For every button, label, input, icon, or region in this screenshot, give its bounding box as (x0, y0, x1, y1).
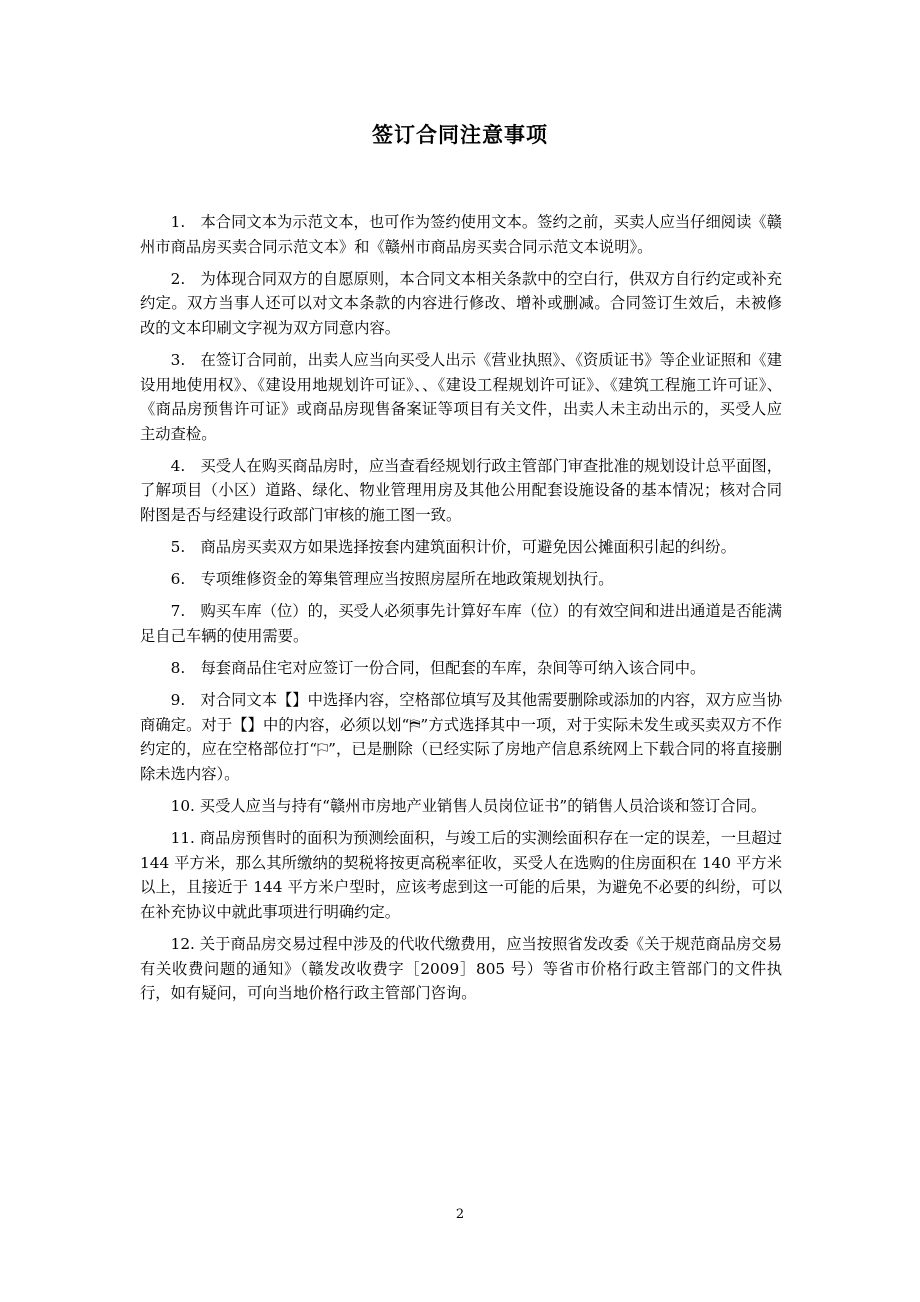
notice-list (140, 210, 782, 1013)
notice-item-5: 5. 商品房买卖双方如果选择按套内建筑面积计价，可避免因公摊面积引起的纠纷。 (170, 538, 736, 557)
page-number: 2 (455, 1207, 465, 1222)
notice-item-1: 1. 本合同文本为示范文本，也可作为签约使用文本。签约之前，买卖人应当仔细阅读《赣州市商品房买卖合同示范文本》和《赣州市商品房买卖合同示范文本说明》。 (140, 213, 782, 256)
notice-item-7: 7. 购买车库（位）的，买受人必须事先计算好车库（位）的有效空间和进出通道是否能满足自己车辆的使用需要。 (140, 602, 782, 645)
notice-item-2: 2. 为体现合同双方的自愿原则，本合同文本相关条款中的空白行，供双方自行约定或补充约定。双方当事人还可以对文本条款的内容进行修改、增补或删减。合同签订生效后，未被修改的文本印刷文字视为双方同意内容。 (140, 269, 782, 337)
notice-item-8: 8. 每套商品住宅对应签订一份合同，但配套的车库，杂间等可纳入该合同中。 (170, 659, 706, 677)
notice-item-11: 11. 商品房预售时的面积为预测绘面积，与竣工后的实测绘面积存在一定的误差，一旦超过 144 平方米，那么其所缴纳的契税将按更高税率征收，买受人在选购的住房面积在 140 平方米以上，且接近于 144 平方米户型时，应该考虑到这一可能的后果，为避免不必要的纠纷，可以在补充协议中就此事项进行明确约定。 (140, 829, 782, 921)
notice-item-9: 9. 对合同文本【】中选择内容，空格部位填写及其他需要删除或添加的内容，双方应当协商确定。对于【】中的内容，必须以划“⛿”方式选择其中一项，对于实际未发生或买卖双方不作约定的，应在空格部位打“⚐”，已是删除（已经实际了房地产信息系统网上下载合同的将直接删除未选内容）。 (140, 691, 782, 783)
notice-item-3: 3. 在签订合同前，出卖人应当向买受人出示《营业执照》、《资质证书》等企业证照和《建设用地使用权》、《建设用地规划许可证》、、《建设工程规划许可证》、《建筑工程施工许可证》、《商品房预售许可证》或商品房现售备案证等项目有关文件，出卖人未主动出示的，买受人应主动查检。 (140, 350, 782, 443)
page-title: 签订合同注意事项 (372, 122, 548, 147)
notice-item-12: 12. 关于商品房交易过程中涉及的代收代缴费用，应当按照省发改委《关于规范商品房交易有关收费问题的通知》（赣发改收费字［2009］805 号）等省市价格行政主管部门的文件执行，如有疑问，可向当地价格行政主管部门咨询。 (140, 934, 782, 1003)
notice-item-10: 10. 买受人应当与持有“赣州市房地产业销售人员岗位证书”的销售人员洽谈和签订合同。 (170, 796, 767, 815)
notice-item-4: 4. 买受人在购买商品房时，应当查看经规划行政主管部门审查批准的规划设计总平面图，了解项目（小区）道路、绿化、物业管理用房及其他公用配套设施设备的基本情况；核对合同附图是否与经建设行政部门审核的施工图一致。 (140, 456, 782, 525)
notice-item-6: 6. 专项维修资金的筹集管理应当按照房屋所在地政策规划执行。 (170, 570, 614, 589)
